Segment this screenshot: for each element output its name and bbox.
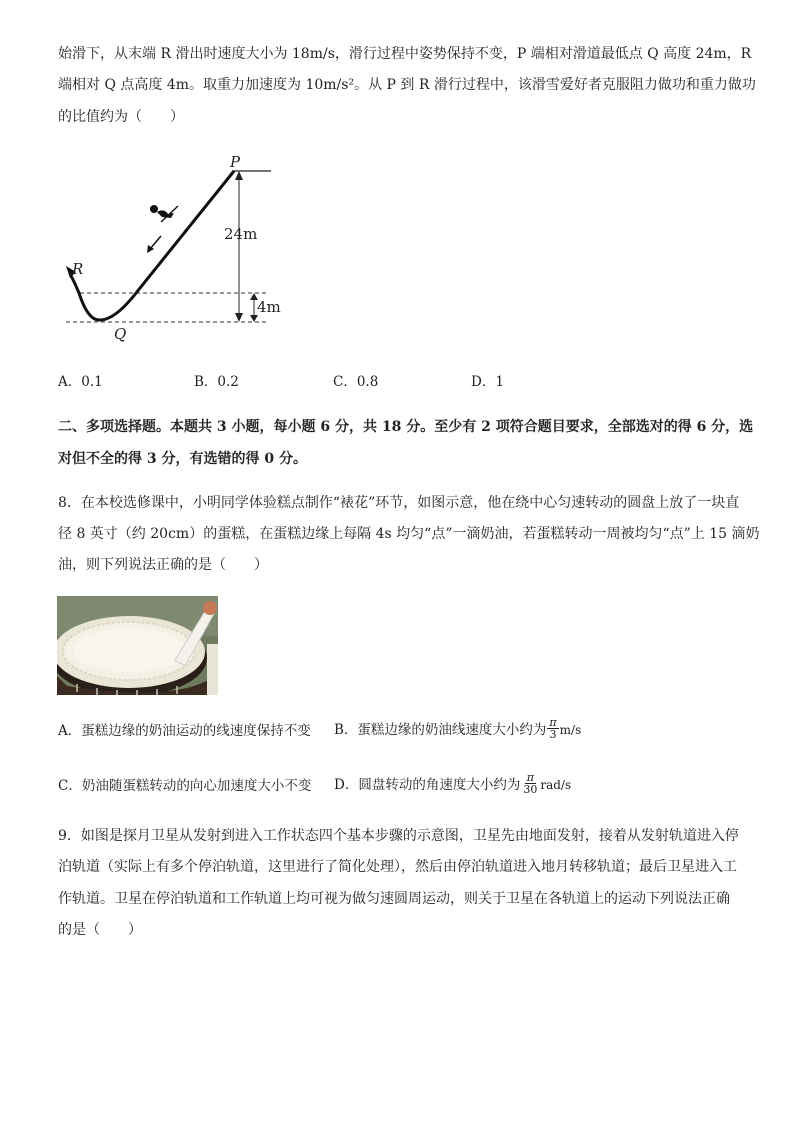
label-24m: 24m bbox=[224, 225, 258, 243]
skier-icon bbox=[150, 205, 178, 222]
q7-line-3: 的比值约为（ ） bbox=[58, 109, 184, 125]
fraction-pi-over-30: $\frac{\pi}{30}$ bbox=[523, 771, 538, 796]
label-r: R bbox=[72, 260, 84, 278]
q8-line-1: 8．在本校选修课中，小明同学体验糕点制作“裱花”环节，如图示意，他在绕中心匀速转动的圆盘上放了一块直 bbox=[58, 495, 740, 511]
q7-option-a[interactable]: A．0.1 bbox=[58, 374, 103, 390]
q7-option-d[interactable]: D．1 bbox=[471, 374, 504, 390]
q8-line-2: 径 8 英寸（约 20cm）的蛋糕，在蛋糕边缘上每隔 4s 均匀“点”一滴奶油，若蛋糕转动一周被均匀“点”上 15 滴奶 bbox=[58, 526, 760, 542]
q8-option-d[interactable]: D．圆盘转动的角速度大小约为 $\frac{\pi}{30}$ rad/s bbox=[334, 771, 572, 796]
q8-option-c[interactable]: C．奶油随蛋糕转动的向心加速度大小不变 bbox=[58, 778, 312, 794]
motion-arrow bbox=[150, 236, 161, 249]
section2-heading-line-1: 二、多项选择题。本题共 3 小题，每小题 6 分，共 18 分。至少有 2 项符合题目要求，全部选对的得 6 分，选 bbox=[58, 419, 754, 435]
q8-line-3: 油，则下列说法正确的是（ ） bbox=[58, 557, 268, 573]
cake-photo bbox=[57, 596, 218, 695]
q9-line-2: 泊轨道（实际上有多个停泊轨道，这里进行了简化处理），然后由停泊轨道进入地月转移轨道；最后卫星进入工 bbox=[58, 859, 737, 875]
q8-option-a[interactable]: A．蛋糕边缘的奶油运动的线速度保持不变 bbox=[58, 723, 311, 739]
q7-option-b[interactable]: B．0.2 bbox=[194, 374, 239, 390]
q7-line-1: 始滑下，从末端 R 滑出时速度大小为 18m/s，滑行过程中姿势保持不变，P 端相对滑道最低点 Q 高度 24m，R bbox=[58, 46, 752, 62]
q9-line-1: 9．如图是探月卫星从发射到进入工作状态四个基本步骤的示意图，卫星先由地面发射，接着从发射轨道进入停 bbox=[58, 828, 739, 844]
q9-line-4: 的是（ ） bbox=[58, 922, 142, 938]
label-p: P bbox=[230, 153, 241, 171]
label-4m: 4m bbox=[257, 298, 281, 316]
section2-heading-line-2: 对但不全的得 3 分，有选错的得 0 分。 bbox=[58, 451, 307, 467]
ski-slope-figure bbox=[58, 150, 298, 345]
q7-line-2: 端相对 Q 点高度 4m。取重力加速度为 10m/s²。从 P 到 R 滑行过程中，该滑雪爱好者克服阻力做功和重力做功 bbox=[58, 77, 756, 93]
q8-option-b[interactable]: B．蛋糕边缘的奶油线速度大小约为 $\frac{\pi}{3}$ m/s bbox=[334, 716, 582, 741]
q9-line-3: 作轨道。卫星在停泊轨道和工作轨道上均可视为做匀速圆周运动，则关于卫星在各轨道上的运动下列说法正确 bbox=[58, 891, 730, 907]
label-q: Q bbox=[114, 325, 127, 343]
q7-option-c[interactable]: C．0.8 bbox=[333, 374, 379, 390]
fraction-pi-over-3: $\frac{\pi}{3}$ bbox=[549, 716, 557, 741]
